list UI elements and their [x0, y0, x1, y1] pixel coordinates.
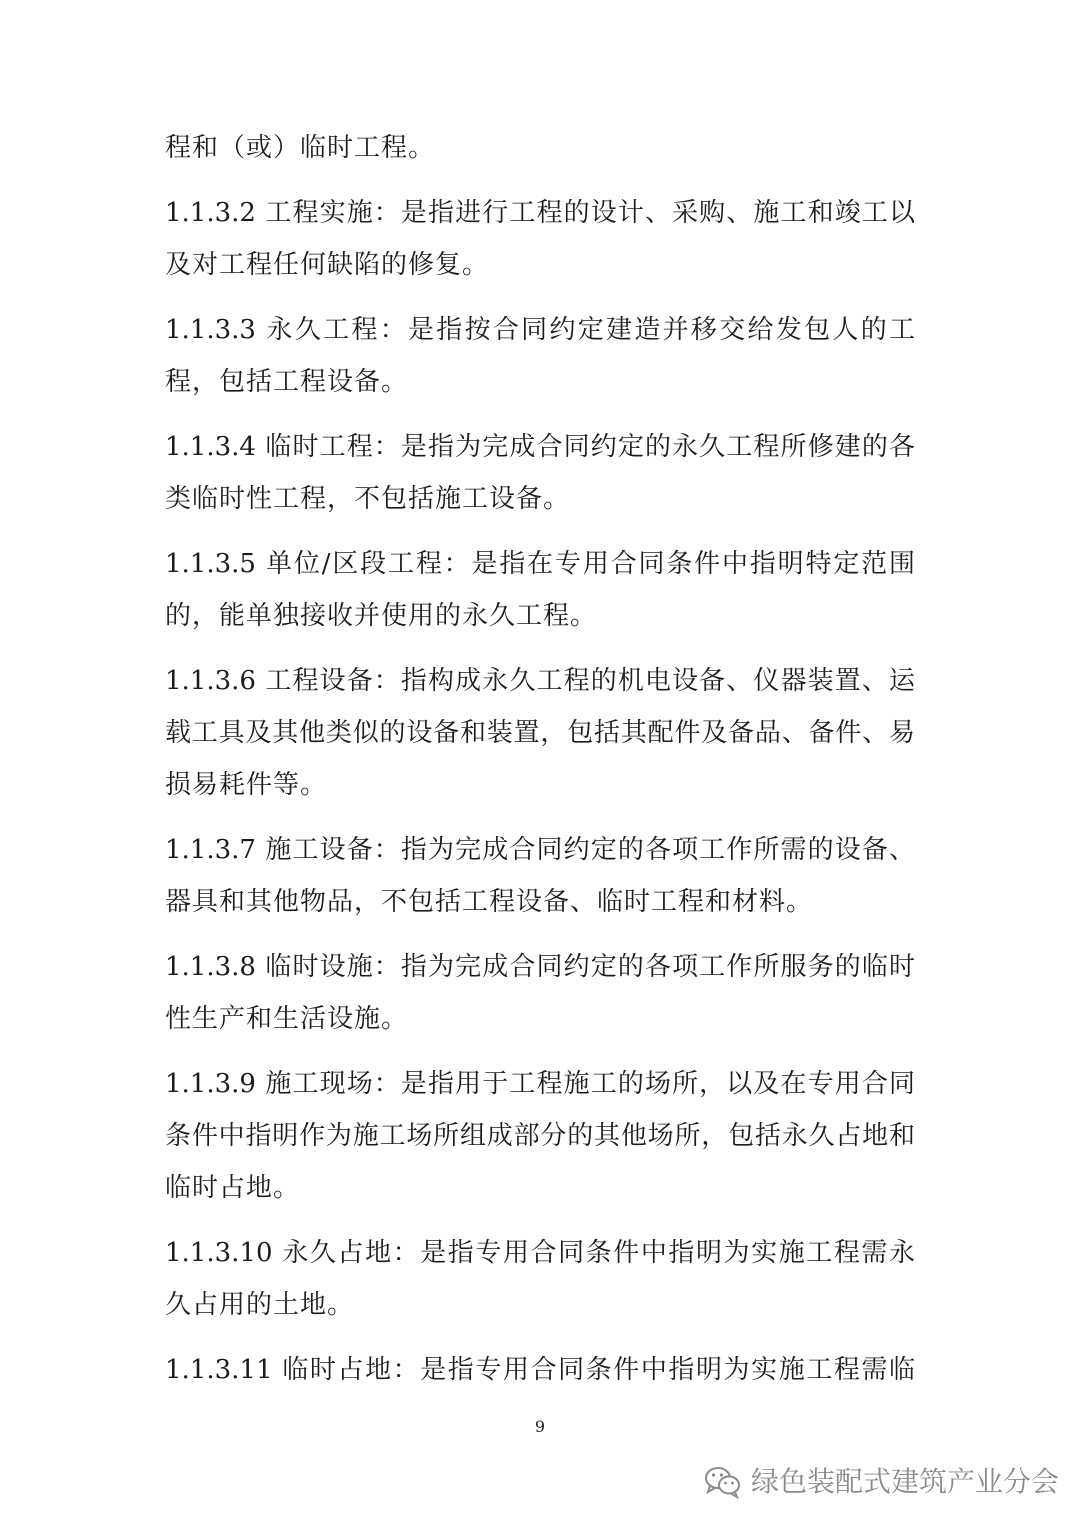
text-line: 久占用的土地。 [165, 1290, 355, 1320]
text-line: 性生产和生活设施。 [165, 1004, 409, 1034]
text-line: 类临时性工程，不包括施工设备。 [165, 484, 571, 514]
clause-1-1-3-10: 1.1.3.10 永久占地：是指专用合同条件中指明为实施工程需永 [165, 1238, 915, 1268]
wechat-icon [703, 1465, 743, 1499]
text-line: 损易耗件等。 [165, 770, 328, 800]
text-line: 条件中指明作为施工场所组成部分的其他场所，包括永久占地和 [165, 1121, 915, 1151]
clause-1-1-3-6: 1.1.3.6 工程设备：指构成永久工程的机电设备、仪器装置、运 [165, 666, 915, 696]
text-line: 及对工程任何缺陷的修复。 [165, 250, 490, 280]
clause-1-1-3-2: 1.1.3.2 工程实施：是指进行工程的设计、采购、施工和竣工以 [165, 198, 915, 228]
text-line: 载工具及其他类似的设备和装置，包括其配件及备品、备件、易 [165, 718, 915, 748]
text-line: 的，能单独接收并使用的永久工程。 [165, 601, 598, 631]
watermark-text: 绿色装配式建筑产业分会 [751, 1465, 1060, 1498]
clause-1-1-3-5: 1.1.3.5 单位/区段工程：是指在专用合同条件中指明特定范围 [165, 549, 915, 579]
clause-1-1-3-3: 1.1.3.3 永久工程：是指按合同约定建造并移交给发包人的工 [165, 315, 915, 345]
text-line: 程，包括工程设备。 [165, 367, 409, 397]
clause-1-1-3-11: 1.1.3.11 临时占地：是指专用合同条件中指明为实施工程需临 [165, 1355, 915, 1385]
text-line: 程和（或）临时工程。 [165, 133, 436, 163]
clause-1-1-3-4: 1.1.3.4 临时工程：是指为完成合同约定的永久工程所修建的各 [165, 432, 915, 462]
page-number: 9 [534, 1417, 546, 1436]
text-line: 临时占地。 [165, 1173, 301, 1203]
clause-1-1-3-8: 1.1.3.8 临时设施：指为完成合同约定的各项工作所服务的临时 [165, 952, 915, 982]
text-line: 器具和其他物品，不包括工程设备、临时工程和材料。 [165, 887, 814, 917]
clause-1-1-3-9: 1.1.3.9 施工现场：是指用于工程施工的场所，以及在专用合同 [165, 1069, 915, 1099]
watermark [703, 1462, 1060, 1502]
clause-1-1-3-7: 1.1.3.7 施工设备：指为完成合同约定的各项工作所需的设备、 [165, 835, 915, 865]
